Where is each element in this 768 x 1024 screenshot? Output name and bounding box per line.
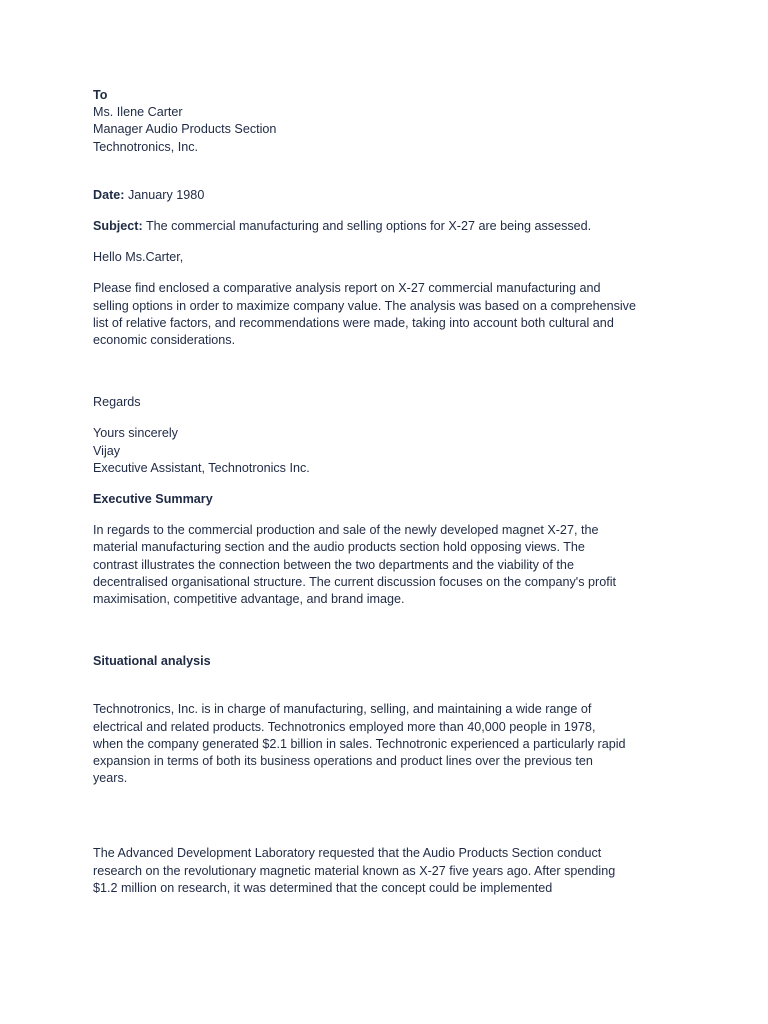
- date-line: [93, 187, 683, 204]
- situational-analysis-paragraph-2: [93, 845, 683, 897]
- closing: Yours sincerely: [93, 426, 178, 441]
- paragraph-line: list of relative factors, and recommendations were made, taking into account both cultural and: [93, 315, 614, 330]
- recipient-name: Ms. Ilene Carter: [93, 105, 183, 120]
- paragraph-line: contrast illustrates the connection between the two departments and the viability of the: [93, 557, 574, 572]
- greeting: Hello Ms.Carter,: [93, 250, 184, 265]
- paragraph-line: economic considerations.: [93, 333, 236, 348]
- sender-name: Vijay: [93, 443, 121, 458]
- executive-summary-paragraph: [93, 522, 683, 608]
- date-label: Date:: [93, 187, 125, 202]
- situational-analysis-heading: Situational analysis: [93, 654, 211, 669]
- paragraph-line: electrical and related products. Technotronics employed more than 40,000 people in 1978,: [93, 719, 596, 734]
- intro-paragraph: [93, 280, 683, 349]
- recipient-title: Manager Audio Products Section: [93, 122, 277, 137]
- paragraph-line: decentralised organisational structure. The current discussion focuses on the company's profit: [93, 574, 616, 589]
- paragraph-line: when the company generated $2.1 billion in sales. Technotronic experienced a particularly rapid: [93, 736, 626, 751]
- regards: Regards: [93, 395, 141, 410]
- recipient-company: Technotronics, Inc.: [93, 139, 198, 154]
- signoff-block: [93, 425, 683, 477]
- paragraph-line: $1.2 million on research, it was determined that the concept could be implemented: [93, 880, 553, 895]
- paragraph-line: material manufacturing section and the audio products section hold opposing views. The: [93, 540, 585, 555]
- to-label: To: [93, 88, 108, 102]
- paragraph-line: Technotronics, Inc. is in charge of manufacturing, selling, and maintaining a wide range of: [93, 702, 592, 717]
- paragraph-line: The Advanced Development Laboratory requested that the Audio Products Section conduct: [93, 846, 602, 861]
- paragraph-line: Please find enclosed a comparative analysis report on X-27 commercial manufacturing and: [93, 281, 601, 296]
- paragraph-line: maximisation, competitive advantage, and brand image.: [93, 592, 405, 607]
- subject-line: [93, 218, 683, 235]
- sender-title: Executive Assistant, Technotronics Inc.: [93, 460, 310, 475]
- recipient-block: [93, 87, 683, 156]
- paragraph-line: selling options in order to maximize company value. The analysis was based on a comprehensive: [93, 298, 636, 313]
- paragraph-line: In regards to the commercial production and sale of the newly developed magnet X-27, the: [93, 523, 599, 538]
- paragraph-line: years.: [93, 771, 128, 786]
- executive-summary-heading: Executive Summary: [93, 492, 213, 507]
- letter-page: [93, 87, 683, 897]
- subject-label: Subject:: [93, 219, 143, 234]
- paragraph-line: research on the revolutionary magnetic material known as X-27 five years ago. After spending: [93, 863, 616, 878]
- date-value: January 1980: [124, 187, 205, 202]
- situational-analysis-paragraph-1: [93, 701, 683, 787]
- subject-value: The commercial manufacturing and selling options for X-27 are being assessed.: [142, 219, 592, 234]
- paragraph-line: expansion in terms of both its business operations and product lines over the previous ten: [93, 754, 593, 769]
